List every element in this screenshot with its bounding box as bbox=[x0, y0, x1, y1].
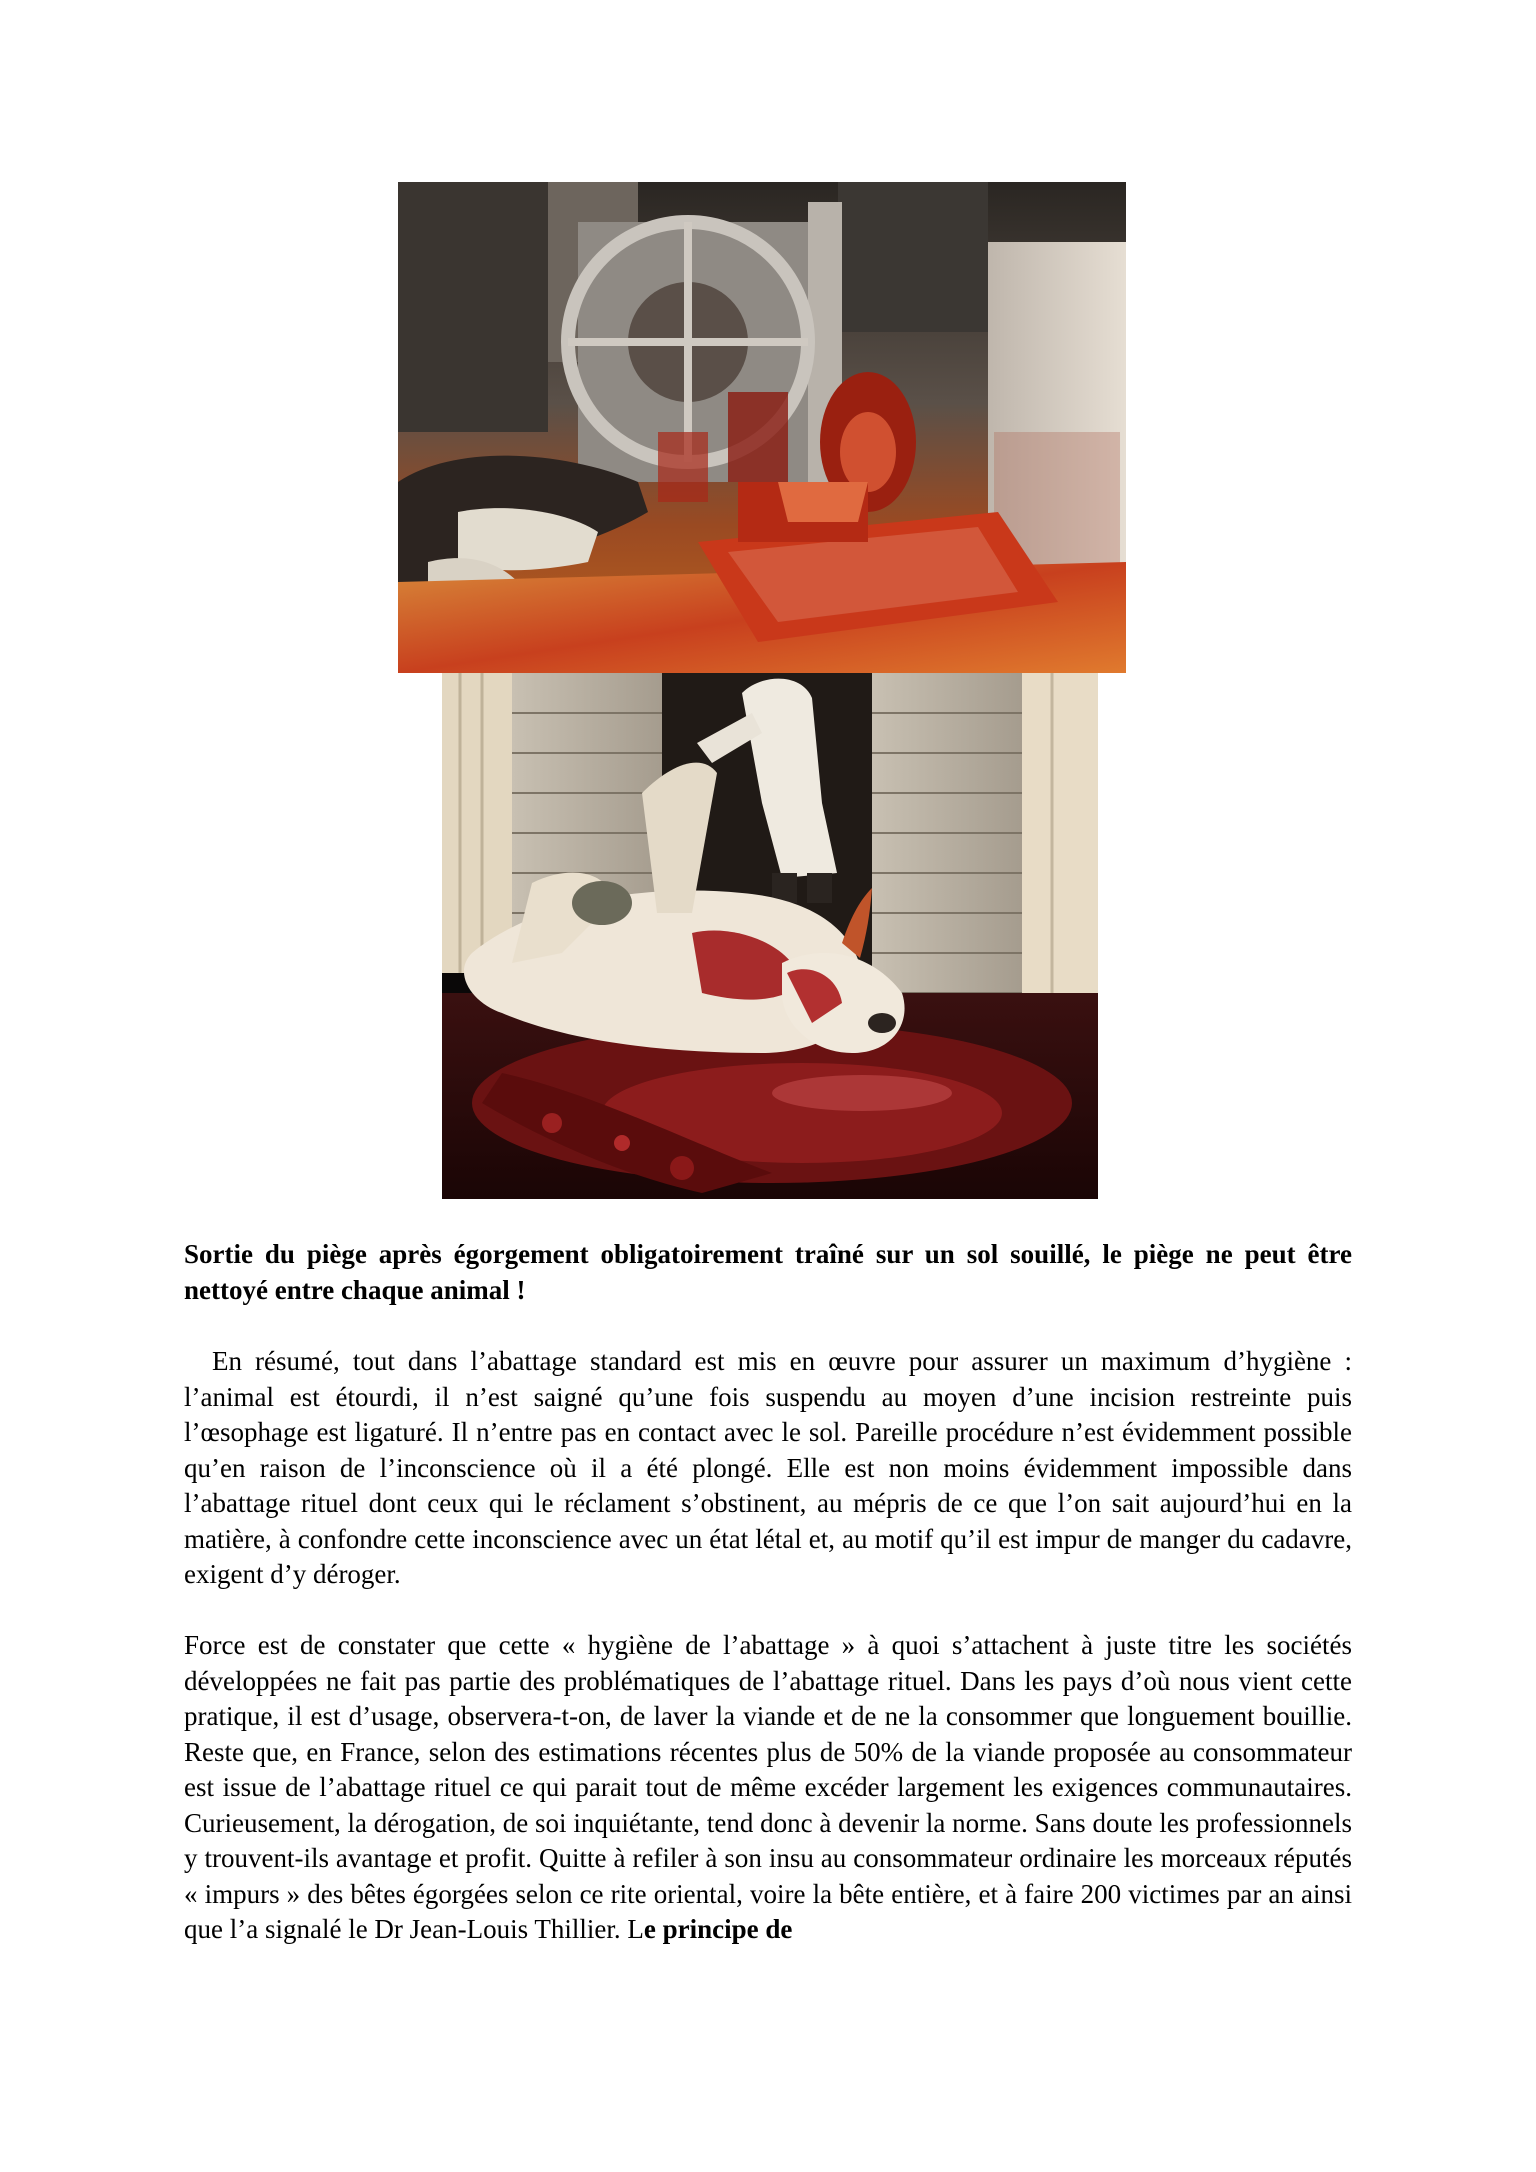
slaughter-trap-photo bbox=[398, 182, 1126, 673]
slaughter-trap-photo-icon bbox=[398, 182, 1126, 673]
paragraph-ritual-slaughter-bold: e principe de bbox=[643, 1914, 793, 1944]
photo-caption: Sortie du piège après égorgement obligatoirement traîné sur un sol souillé, le piège ne peut être nettoyé entre chaque animal ! bbox=[184, 1239, 1352, 1305]
slaughtered-cow-photo-icon bbox=[442, 673, 1098, 1199]
slaughtered-cow-photo bbox=[442, 673, 1098, 1199]
paragraph-ritual-slaughter bbox=[184, 1628, 1352, 1948]
paragraph-hygiene-summary: En résumé, tout dans l’abattage standard est mis en œuvre pour assurer un maximum d’hygiène : l’animal est étourdi, il n’est saigné qu’une fois suspendu au moyen d’une incision restreinte puis l’œsophage est ligaturé. Il n’entre pas en contact avec le sol. Pareille procédure n’est évidemment possible qu’en raison de l’inconscience où il a été plongé. Elle est non moins évidemment impossible dans l’abattage rituel dont ceux qui le réclament s’obstinent, au mépris de ce que l’on sait aujourd’hui en la matière, à confondre cette inconscience avec un état létal et, au motif qu’il est impur de manger du cadavre, exigent d’y déroger. bbox=[184, 1346, 1352, 1589]
paragraph-ritual-slaughter-text: Force est de constater que cette « hygiène de l’abattage » à quoi s’attachent à juste titre les sociétés développées ne fait pas partie des problématiques de l’abattage rituel. Dans les pays d’où nous vient cette pratique, il est d’usage, observera-t-on, de laver la viande et de ne la consommer que longuement bouillie. Reste que, en France, selon des estimations récentes plus de 50% de la viande proposée au consommateur est issue de l’abattage rituel ce qui parait tout de même excéder largement les exigences communautaires. Curieusement, la dérogation, de soi inquiétante, tend donc à devenir la norme. Sans doute les professionnels y trouvent-ils avantage et profit. Quitte à refiler à son insu au consommateur ordinaire les morceaux réputés « impurs » des bêtes égorgées selon ce rite oriental, voire la bête entière, et à faire 200 victimes par an ainsi que l’a signalé le Dr Jean-Louis Thillier. L bbox=[184, 1630, 1352, 1944]
